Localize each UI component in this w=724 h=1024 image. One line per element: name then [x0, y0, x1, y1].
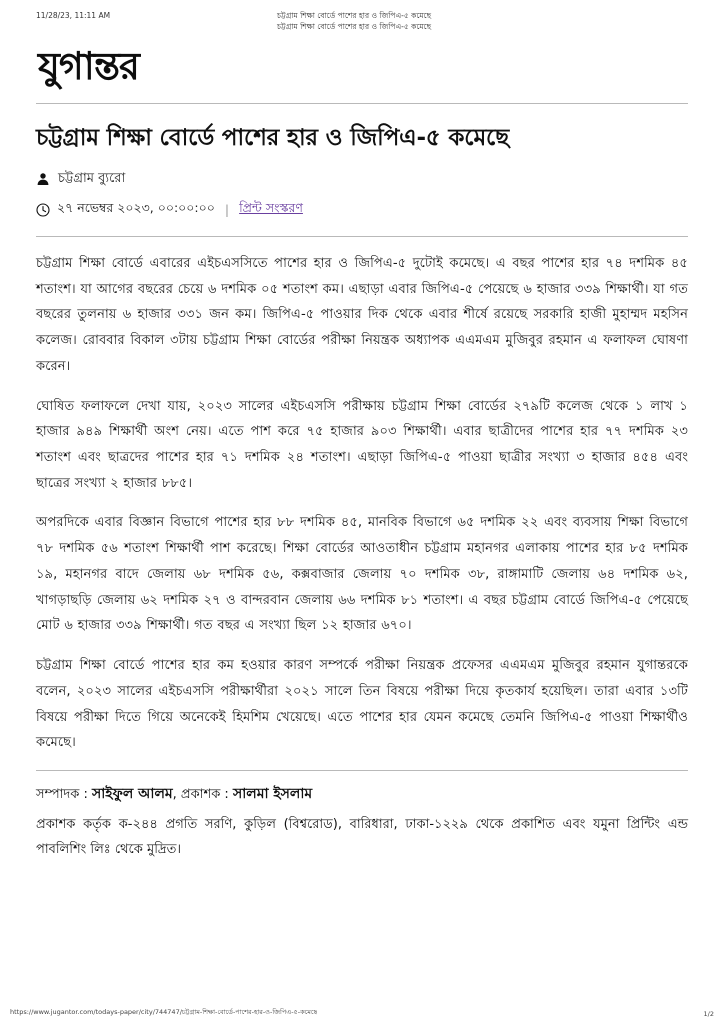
- page-number: 1/2: [703, 1010, 714, 1018]
- print-header-title-line2: চট্টগ্রাম শিক্ষা বোর্ডে পাশের হার ও জিপিএ-৫ কমেছে: [276, 22, 432, 32]
- print-header-title-line1: চট্টগ্রাম শিক্ষা বোর্ডে পাশের হার ও জিপিএ-৫ কমেছে: [276, 11, 432, 20]
- article-meta: [36, 200, 688, 220]
- article-paragraph: চট্টগ্রাম শিক্ষা বোর্ডে পাশের হার কম হওয়ার কারণ সম্পর্কে পরীক্ষা নিয়ন্ত্রক প্রফেসর এএমএম মুজিবুর রহমান যুগান্তরকে বলেন, ২০২৩ সালের এইচএসসি পরীক্ষার্থীরা ২০২১ সালে তিন বিষয়ে পরীক্ষা দিয়ে কৃতকার্য হয়েছিল। তারা এবার ১৩টি বিষয়ে পরীক্ষা দিতে গিয়ে অনেকেই হিমশিম খেয়েছে। এতে পাশের হার যেমন কমেছে তেমনি জিপিএ-৫ পাওয়া শিক্ষার্থীও কমেছে।: [36, 658, 688, 751]
- source-url: https://www.jugantor.com/todays-paper/city/744747/চট্টগ্রাম-শিক্ষা-বোর্ডে-পাশের-হার-ও-জিপিএ-৫-কমেছে: [10, 1008, 318, 1016]
- article-paragraph: চট্টগ্রাম শিক্ষা বোর্ডে এবারের এইচএসসিতে পাশের হার ও জিপিএ-৫ দুটোই কমেছে। এ বছর পাশের হার ৭৪ দশমিক ৪৫ শতাংশ। যা আগের বছরের চেয়ে ৬ দশমিক ০৫ শতাংশ কম। এছাড়া এবার জিপিএ-৫ পেয়েছে ৬ হাজার ৩৩৯ শিক্ষার্থী। যা গত বছরের তুলনায় ৬ হাজার ৩৩১ জন কম। জিপিএ-৫ পাওয়ার দিক থেকে এবার শীর্ষে রয়েছে সরকারি হাজী মুহাম্মদ মহসিন কলেজ। রোববার বিকাল ৩টায় চট্টগ্রাম শিক্ষা বোর্ডের পরীক্ষা নিয়ন্ত্রক অধ্যাপক এএমএম মুজিবুর রহমান এ ফলাফল ঘোষণা করেন।: [36, 255, 688, 374]
- article-body: [36, 251, 688, 756]
- footer-address: প্রকাশক কর্তৃক ক-২৪৪ প্রগতি সরণি, কুড়িল (বিশ্বরোড), বারিধারা, ঢাকা-১২২৯ থেকে প্রকাশিত এবং যমুনা প্রিন্টিং এন্ড পাবলিশিং লিঃ থেকে মুদ্রিত।: [36, 816, 688, 858]
- byline: [36, 169, 688, 190]
- print-header: [36, 0, 688, 33]
- article-paragraph: অপরদিকে এবার বিজ্ঞান বিভাগে পাশের হার ৮৮ দশমিক ৪৫, মানবিক বিভাগে ৬৫ দশমিক ২২ এবং ব্যবসায় শিক্ষা বিভাগে ৭৮ দশমিক ৫৬ শতাংশ শিক্ষার্থী পাশ করেছে। শিক্ষা বোর্ডের আওতাধীন চট্টগ্রাম মহানগর এলাকায় পাশের হার ৮৫ দশমিক ১৯, মহানগর বাদে জেলায় ৬৮ দশমিক ৫৬, কক্সবাজার জেলায় ৭০ দশমিক ৩৮, রাঙ্গামাটি জেলায় ৬৪ দশমিক ৬২, খাগড়াছড়ি জেলায় ৬২ দশমিক ২৭ ও বান্দরবান জেলায় ৬৬ দশমিক ৮১ শতাংশ। এ বছর চট্টগ্রাম বোর্ডে জিপিএ-৫ পেয়েছে মোট ৬ হাজার ৩৩৯ শিক্ষার্থী। গত বছর এ সংখ্যা ছিল ১২ হাজার ৬৭০।: [36, 515, 688, 634]
- editor-name: সাইফুল আলম: [92, 786, 173, 803]
- print-header-title: [110, 10, 598, 33]
- footer: [36, 781, 688, 862]
- body-top-divider: [36, 236, 688, 237]
- publish-date: ২৭ নভেম্বর ২০২৩, ০০:০০:০০: [57, 199, 215, 215]
- publisher-label: , প্রকাশক :: [172, 787, 229, 803]
- print-edition-link[interactable]: প্রিন্ট সংস্করণ: [239, 199, 303, 215]
- editor-label: সম্পাদক :: [36, 787, 88, 803]
- masthead: [36, 43, 688, 93]
- author-icon: [36, 172, 50, 186]
- footer-credits: [36, 781, 688, 808]
- masthead-divider: [36, 103, 688, 104]
- publisher-name: সালমা ইসলাম: [232, 786, 313, 803]
- meta-separator: |: [224, 202, 230, 218]
- clock-icon: [36, 203, 50, 217]
- page-title: চট্টগ্রাম শিক্ষা বোর্ডে পাশের হার ও জিপিএ-৫ কমেছে: [36, 124, 510, 151]
- print-date: 11/28/23, 11:11 AM: [36, 11, 111, 20]
- article-paragraph: ঘোষিত ফলাফলে দেখা যায়, ২০২৩ সালের এইচএসসি পরীক্ষায় চট্টগ্রাম শিক্ষা বোর্ডের ২৭৯টি কলেজ থেকে ১ লাখ ১ হাজার ৯৪৯ শিক্ষার্থী অংশ নেয়। এতে পাশ করে ৭৫ হাজার ৯০৩ শিক্ষার্থী। এবার ছাত্রীদের পাশের হার ৭৭ দশমিক ২৩ শতাংশ এবং ছাত্রদের পাশের হার ৭১ দশমিক ২৪ শতাংশ। এছাড়া জিপিএ-৫ পাওয়া ছাত্রীর সংখ্যা ৩ হাজার ৪৫৪ এবং ছাত্রের সংখ্যা ২ হাজার ৮৮৫।: [36, 398, 688, 491]
- footer-divider: [36, 770, 688, 771]
- print-footer-bar: [0, 1003, 724, 1024]
- site-logo[interactable]: যুগান্তর: [38, 43, 139, 88]
- author-name: চট্টগ্রাম ব্যুরো: [58, 170, 126, 186]
